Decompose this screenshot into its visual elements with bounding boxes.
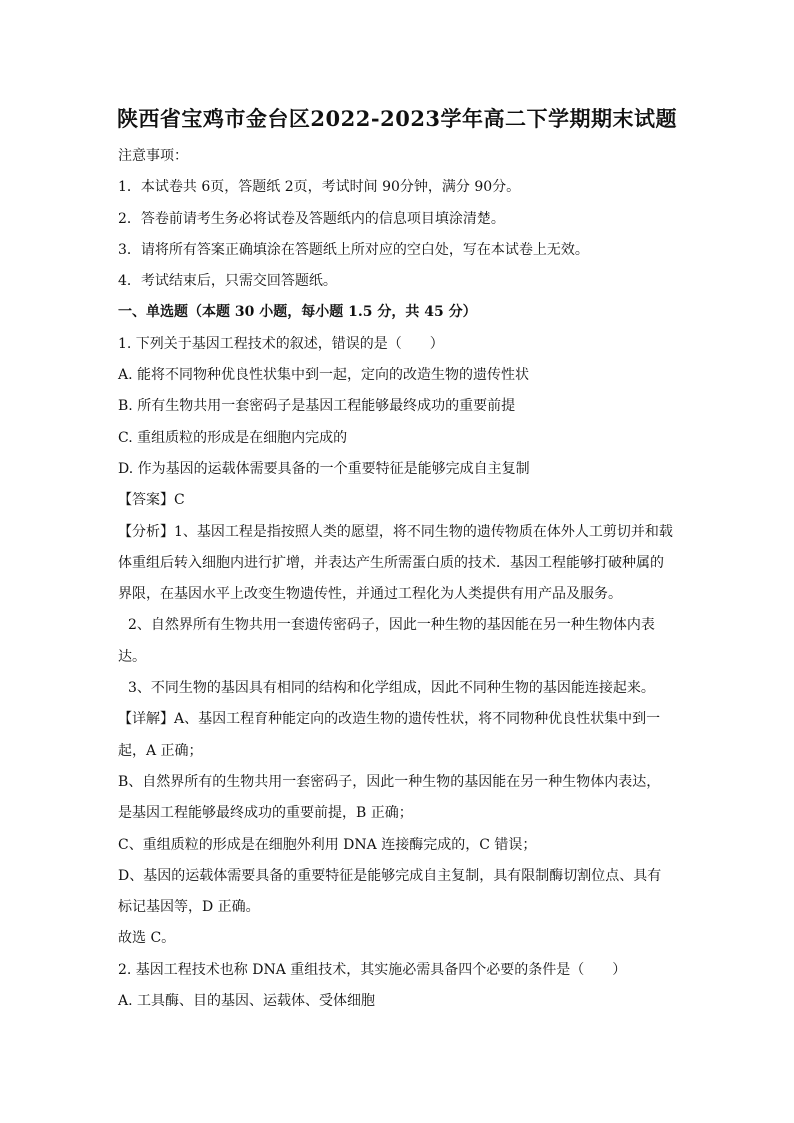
analysis-point-2: 2、自然界所有生物共用一套遗传密码子，因此一种生物的基因能在另一种生物体内表	[128, 617, 655, 634]
notice-item: 1．本试卷共 6页，答题纸 2页，考试时间 90分钟，满分 90分。	[118, 179, 521, 196]
detail-line: 标记基因等，D 正确。	[118, 899, 260, 916]
analysis-point-2-cont: 达。	[118, 648, 146, 665]
question-1-option-a: A. 能将不同物种优良性状集中到一起，定向的改造生物的遗传性状	[118, 367, 530, 384]
analysis-line: 界限，在基因水平上改变生物遗传性，并通过工程化为人类提供有用产品及服务。	[118, 586, 622, 603]
question-1-option-c: C. 重组质粒的形成是在细胞内完成的	[118, 429, 348, 446]
detail-line: 是基因工程能够最终成功的重要前提，B 正确；	[118, 805, 413, 822]
question-1-option-d: D. 作为基因的运载体需要具备的一个重要特征是能够完成自主复制	[118, 460, 530, 477]
question-1-stem: 1. 下列关于基因工程技术的叙述，错误的是（ ）	[118, 335, 444, 352]
notice-heading: 注意事项：	[118, 148, 188, 164]
page-title: 陕西省宝鸡市金台区2022-2023学年高二下学期期末试题	[116, 106, 678, 131]
detail-line: D、基因的运载体需要具备的重要特征是能够完成自主复制，具有限制酶切割位点、具有	[118, 867, 662, 884]
analysis-line: 体重组后转入细胞内进行扩增，并表达产生所需蛋白质的技术．基因工程能够打破种属的	[118, 554, 664, 571]
detail-line: 起，A 正确；	[118, 742, 203, 759]
question-1-answer: 【答案】C	[118, 492, 185, 509]
analysis-point-3: 3、不同生物的基因具有相同的结构和化学组成，因此不同种生物的基因能连接起来。	[128, 680, 655, 697]
question-1-option-b: B. 所有生物共用一套密码子是基因工程能够最终成功的重要前提	[118, 398, 516, 415]
notice-item: 3．请将所有答案正确填涂在答题纸上所对应的空白处，写在本试卷上无效。	[118, 241, 589, 258]
document-body	[118, 141, 678, 1017]
detail-conclusion: 故选 C。	[118, 930, 176, 947]
analysis-line: 【分析】1、基因工程是指按照人类的愿望，将不同生物的遗传物质在体外人工剪切并和载	[118, 523, 673, 540]
section-heading: 一、单选题（本题 30 小题，每小题 1.5 分，共 45 分）	[118, 304, 477, 321]
notice-item: 2．答卷前请考生务必将试卷及答题纸内的信息项目填涂清楚。	[118, 210, 505, 227]
detail-line: 【详解】A、基因工程育种能定向的改造生物的遗传性状，将不同物种优良性状集中到一	[118, 711, 661, 728]
notice-item: 4．考试结束后，只需交回答题纸。	[118, 273, 337, 290]
question-2-option-a: A. 工具酶、目的基因、运载体、受体细胞	[118, 993, 376, 1010]
question-2-stem: 2. 基因工程技术也称 DNA 重组技术，其实施必需具备四个必要的条件是（ ）	[118, 961, 627, 978]
detail-line: B、自然界所有的生物共用一套密码子，因此一种生物的基因能在另一种生物体内表达，	[118, 773, 661, 790]
detail-line: C、重组质粒的形成是在细胞外利用 DNA 连接酶完成的，C 错误；	[118, 836, 537, 853]
